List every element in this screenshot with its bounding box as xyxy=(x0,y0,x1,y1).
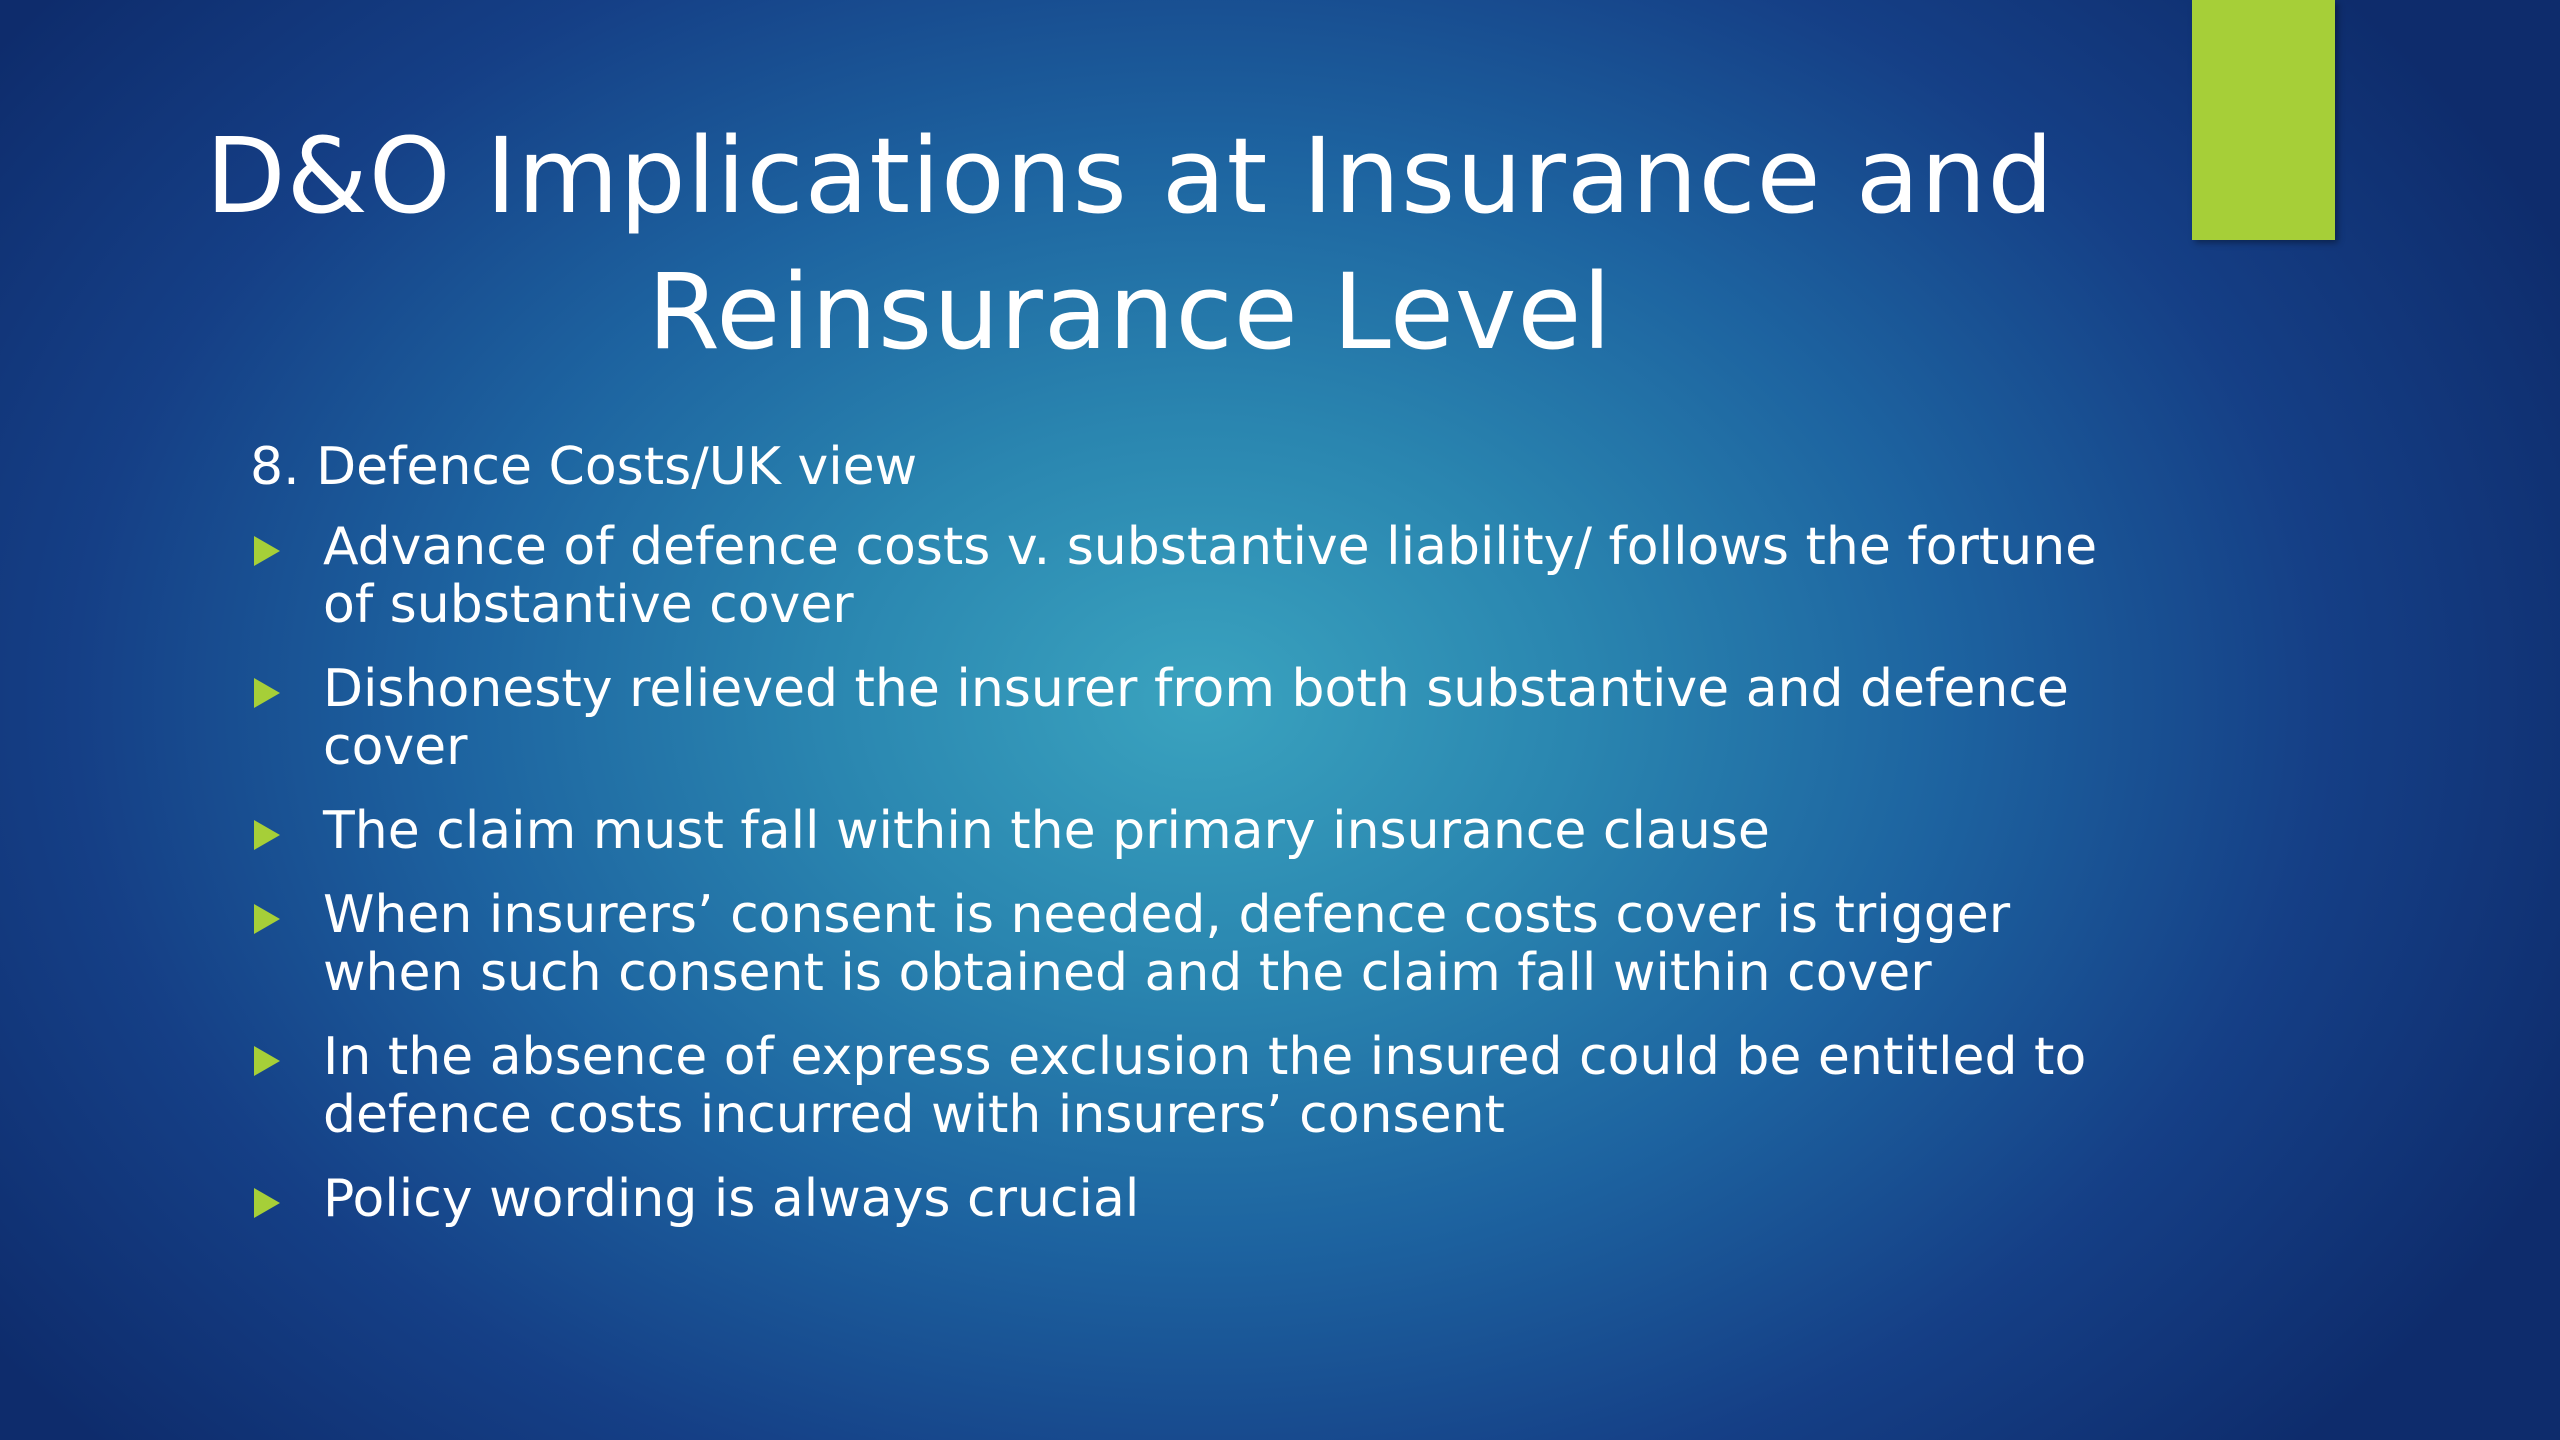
bullet-text: The claim must fall within the primary insurance clause xyxy=(323,801,1770,861)
bullet-item xyxy=(250,886,2130,1002)
bullet-text: Advance of defence costs v. substantive liability/ follows the fortune of substantive cover xyxy=(323,517,2098,635)
bullet-item xyxy=(250,660,2130,776)
triangle-right-icon xyxy=(254,1188,280,1218)
bullet-item xyxy=(250,802,2130,860)
bullet-item xyxy=(250,518,2130,634)
bullet-text: Policy wording is always crucial xyxy=(323,1169,1140,1229)
slide-title: D&O Implications at Insurance and Reinsurance Level xyxy=(205,115,2055,373)
triangle-right-icon xyxy=(254,820,280,850)
bullet-text: In the absence of express exclusion the insured could be entitled to defence costs incurred with insurers’ consent xyxy=(323,1027,2087,1145)
triangle-right-icon xyxy=(254,904,280,934)
accent-bar xyxy=(2192,0,2335,240)
bullet-item xyxy=(250,1028,2130,1144)
bullet-list xyxy=(250,518,2130,1254)
triangle-right-icon xyxy=(254,678,280,708)
triangle-right-icon xyxy=(254,536,280,566)
slide-subheading: 8. Defence Costs/UK view xyxy=(250,437,918,497)
bullet-text: Dishonesty relieved the insurer from both substantive and defence cover xyxy=(323,659,2069,777)
bullet-item xyxy=(250,1170,2130,1228)
bullet-text: When insurers’ consent is needed, defence costs cover is trigger when such consent is obtained and the claim fall within cover xyxy=(323,885,2011,1003)
triangle-right-icon xyxy=(254,1046,280,1076)
